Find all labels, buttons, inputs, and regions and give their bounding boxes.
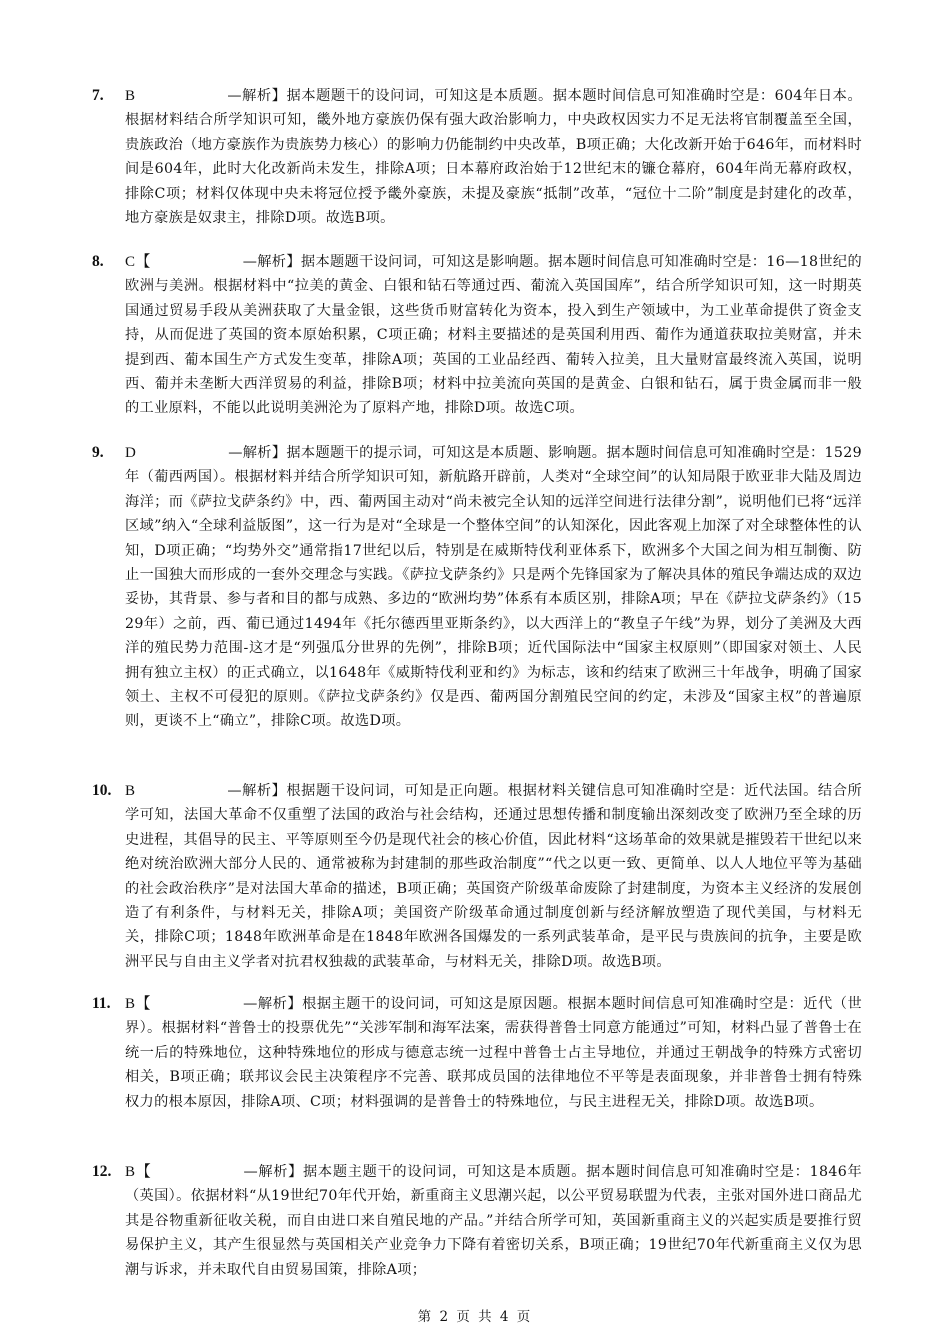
answer-item-12 [92, 1160, 862, 1282]
answer-letter: C【 [125, 254, 151, 270]
explanation-text [125, 441, 862, 734]
analysis-body: 据本题题干的提示词，可知这是本质题、影响题。据本题时间信息可知准确时空是：1529年（葡西两国）。根据材料并结合所学知识可知，新航路开辟前，人类对“全球空间”的认知局限于欧亚非大陆及周边海洋；而《萨拉戈萨条约》中，西、葡两国主动对“尚未被完全认知的远洋空间进行法律分割”，说明他们已将“远洋区域”纳入“全球利益版图”，这一行为是对“全球是一个整体空间”的认知深化，因此客观上加深了对全球整体性的认知，D项正确；“均势外交”通常指17世纪以后，特别是在威斯特伐利亚体系下，欧洲多个大国之间为相互制衡、防止一国独大而形成的一套外交理念与实践。《萨拉戈萨条约》只是两个先锋国家为了解决具体的殖民争端达成的双边妥协，其背景、参与者和目的都与成熟、多边的“欧洲均势”体系有本质区别，排除A项；早在《萨拉戈萨条约》（1529年）之前，西、葡已通过1494年《托尔德西里亚斯条约》，以大西洋上的“教皇子午线”为界，划分了美洲及大西洋的殖民势力范围-这才是“列强瓜分世界的先例”，排除B项；近代国际法中“国家主权原则”（即国家对领土、人民拥有独立主权）的正式确立，以1648年《威斯特伐利亚和约》为标志，该和约结束了欧洲三十年战争，明确了国家领土、主权不可侵犯的原则。《萨拉戈萨条约》仅是西、葡两国分割殖民空间的约定，未涉及“国家主权”的普遍原则，更谈不上“确立”，排除C项。故选D项。 [125, 445, 862, 730]
explanation-text [125, 779, 862, 974]
page-footer: 第 2 页 共 4 页 [417, 1309, 533, 1325]
analysis-body: 据本题题干的设问词，可知这是本质题。据本题时间信息可知准确时空是：604年日本。根据材料结合所学知识可知，畿外地方豪族仍保有强大政治影响力，中央政权因实力不足无法将官制覆盖至全国，贵族政治（地方豪族作为贵族势力核心）的影响力仍能制约中央改革，B项正确；大化改新开始于646年，而材料时间是604年，此时大化改新尚未发生，排除A项；日本幕府政治始于12世纪末的镰仓幕府，604年尚无幕府政权，排除C项；材料仅体现中央未将冠位授予畿外豪族，未提及豪族“抵制”改革，“冠位十二阶”制度是封建化的改革，地方豪族是奴隶主，排除D项。故选B项。 [125, 88, 862, 227]
question-number: 8. [92, 253, 104, 270]
question-number: 11. [92, 995, 111, 1012]
answer-item-9 [92, 441, 862, 734]
explanation-text [125, 992, 862, 1114]
question-number: 10. [92, 782, 112, 799]
analysis-label: —解析】 [243, 1164, 304, 1180]
explanation-text [125, 1160, 862, 1282]
answer-letter: D [125, 445, 137, 461]
analysis-label: —解析】 [228, 445, 287, 461]
analysis-label: —解析】 [227, 783, 287, 799]
analysis-body: 据本题题干设问词，可知这是影响题。据本题时间信息可知准确时空是：16—18世纪的欧洲与美洲。根据材料中“拉美的黄金、白银和钻石等通过西、葡流入英国国库”，结合所学知识可知，这一时期英国通过贸易手段从美洲获取了大量金银，这些货币财富转化为资本，投入到生产领域中，为工业革命提供了资金支持，从而促进了英国的资本原始积累，C项正确；材料主要描述的是英国利用西、葡作为通道获取拉美财富，并未提到西、葡本国生产方式发生变革，排除A项；英国的工业品经西、葡转入拉美，且大量财富最终流入英国，说明西、葡并未垄断大西洋贸易的利益，排除B项；材料中拉美流向英国的是黄金、白银和钻石，属于贵金属而非一般的工业原料，不能以此说明美洲沦为了原料产地，排除D项。故选C项。 [125, 254, 862, 417]
question-number: 9. [92, 444, 104, 461]
answer-letter: B【 [125, 996, 152, 1012]
analysis-label: —解析】 [243, 996, 303, 1012]
answer-item-11 [92, 992, 862, 1114]
question-number: 7. [92, 87, 104, 104]
question-number: 12. [92, 1163, 112, 1180]
answer-item-8 [92, 250, 862, 421]
explanation-text [125, 84, 862, 230]
analysis-body: 根据主题干的设问词，可知这是原因题。根据本题时间信息可知准确时空是：近代（世界）。根据材料“普鲁士的投票优先”“关涉军制和海军法案，需获得普鲁士同意方能通过”可知，材料凸显了普鲁士在统一后的特殊地位，这种特殊地位的形成与德意志统一过程中普鲁士占主导地位，并通过王朝战争的特殊方式密切相关，B项正确；联邦议会民主决策程序不完善、联邦成员国的法律地位不平等是表面现象，并非普鲁士拥有特殊权力的根本原因，排除A项、C项；材料强调的是普鲁士的特殊地位，与民主进程无关，排除D项。故选B项。 [125, 996, 862, 1110]
analysis-body: 据本题主题干的设问词，可知这是本质题。据本题时间信息可知准确时空是：1846年（英国）。依据材料“从19世纪70年代开始，新重商主义思潮兴起，以公平贸易联盟为代表，主张对国外进口商品尤其是谷物重新征收关税，而自由进口来自殖民地的产品。”并结合所学可知，英国新重商主义的兴起实质是要推行贸易保护主义，其产生很显然与英国相关产业竞争力下降有着密切关系，B项正确；19世纪70年代新重商主义仅为思潮与诉求，并未取代自由贸易国策，排除A项； [125, 1164, 862, 1278]
explanation-text [125, 250, 862, 421]
analysis-label: —解析】 [242, 254, 301, 270]
answer-letter: B [125, 783, 136, 799]
answer-letter: B [125, 88, 136, 104]
analysis-body: 根据题干设问词，可知是正向题。根据材料关键信息可知准确时空是：近代法国。结合所学可知，法国大革命不仅重塑了法国的政治与社会结构，还通过思想传播和制度输出深刻改变了欧洲乃至全球的历史进程，其倡导的民主、平等原则至今仍是现代社会的核心价值，因此材料“这场革命的效果就是摧毁若干世纪以来绝对统治欧洲大部分人民的、通常被称为封建制的那些政治制度”“代之以更一致、更简单、以人人地位平等为基础的社会政治秩序”是对法国大革命的描述，B项正确；英国资产阶级革命废除了封建制度，为资本主义经济的发展创造了有利条件，与材料无关，排除A项；美国资产阶级革命通过制度创新与经济解放塑造了现代美国，与材料无关，排除C项；1848年欧洲革命是在1848年欧洲各国爆发的一系列武装革命，是平民与贵族间的抗争，主要是欧洲平民与自由主义学者对抗君权独裁的武装革命，与材料无关，排除D项。故选B项。 [125, 783, 862, 970]
answer-item-7 [92, 84, 862, 230]
analysis-label: —解析】 [227, 88, 287, 104]
answer-letter: B【 [125, 1164, 152, 1180]
answer-item-10 [92, 779, 862, 974]
